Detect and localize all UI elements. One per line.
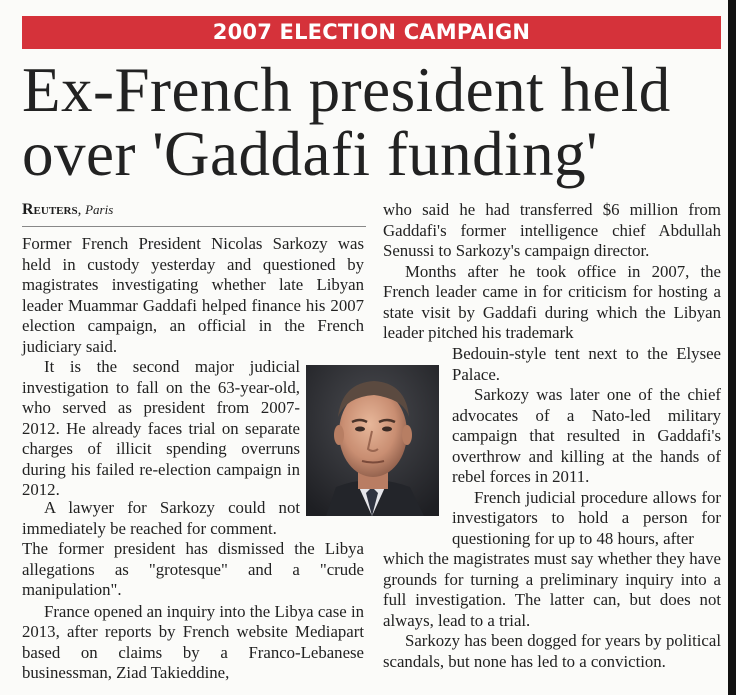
column-1-bottom	[22, 498, 364, 684]
column-2-bottom	[383, 549, 721, 672]
paragraph-1: Former French President Nicolas Sarkozy was held in custody yesterday and questioned by magistrates investigating whether late Libyan leader Muammar Gaddafi helped finance his 2007 election campaign, an official in the French judiciary said.	[22, 234, 364, 356]
paragraph-4-continued: who said he had transferred $6 million from Gaddafi's former intelligence chief Abdullah Senussi to Sarkozy's campaign director.	[383, 200, 721, 260]
paragraph-2: It is the second major judicial investigation to fall on the 63-year-old, who served as president from 2007-2012. He already faces trial on separate charges of illicit spending overruns during his failed re-election campaign in 2012.	[22, 357, 300, 499]
page-edge	[728, 0, 736, 695]
column-1-wrap	[22, 357, 300, 501]
byline-divider	[22, 226, 366, 227]
column-2-wrap	[452, 344, 721, 549]
byline: Reuters, Paris	[22, 201, 114, 218]
paragraph-5: Months after he took office in 2007, the French leader came in for criticism for hosting a state visit by Gaddafi during which the Libyan leader pitched his trademark	[383, 261, 721, 342]
headline-line-2: over 'Gaddafi funding'	[22, 119, 599, 189]
portrait-illustration	[306, 365, 439, 516]
paragraph-6: Sarkozy was later one of the chief advocates of a Nato-led military campaign that resulted in Gaddafi's overthrow and killing at the hands of rebel forces in 2011.	[452, 385, 721, 486]
paragraph-3a: A lawyer for Sarkozy could not immediately be reached for comment.	[22, 498, 300, 538]
sarkozy-photo	[306, 365, 439, 516]
paragraph-5-end: Bedouin-style tent next to the Elysee Palace.	[452, 344, 721, 384]
byline-source: Reuters	[22, 201, 78, 218]
paragraph-7a: French judicial procedure allows for investigators to hold a person for questioning for up to 48 hours, after	[452, 487, 721, 548]
article-headline	[22, 55, 727, 189]
section-banner: 2007 ELECTION CAMPAIGN	[22, 16, 721, 49]
paragraph-3b: The former president has dismissed the Libya allegations as "grotesque" and a "crude manipulation".	[22, 539, 364, 599]
column-1-top	[22, 234, 364, 357]
column-2-top	[383, 200, 721, 344]
byline-location: Paris	[85, 202, 114, 217]
paragraph-4: France opened an inquiry into the Libya case in 2013, after reports by French website Mediapart based on claims by a Franco-Lebanese businessman, Ziad Takieddine,	[22, 601, 364, 682]
headline-line-1: Ex-French president held	[22, 55, 671, 125]
paragraph-7b: which the magistrates must say whether they have grounds for turning a preliminary inquiry into a full investigation. The latter can, but does not always, lead to a trial.	[383, 549, 721, 630]
paragraph-8: Sarkozy has been dogged for years by political scandals, but none has led to a conviction.	[383, 631, 721, 671]
